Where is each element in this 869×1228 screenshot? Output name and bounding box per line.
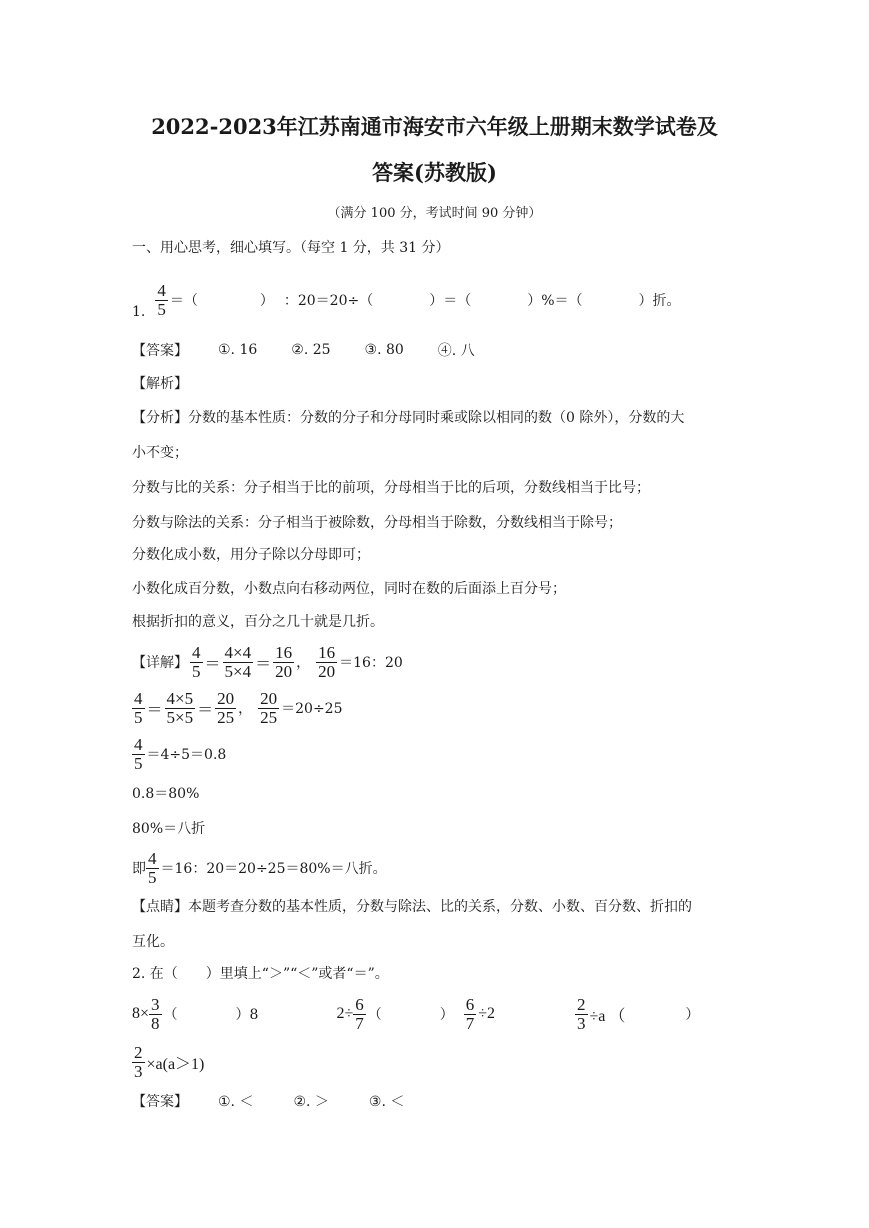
answer-item: ③. 80 (364, 342, 404, 358)
answer-item: ②. 25 (291, 342, 331, 358)
answer-item: ③. ＜ (368, 1094, 405, 1110)
q2-answer-row (132, 1091, 404, 1111)
section-heading: 一、用心思考，细心填写。（每空 1 分，共 31 分） (132, 240, 450, 256)
detail-line: 80%＝八折 (132, 821, 206, 837)
answer-item: ④. 八 (437, 343, 475, 359)
q1-fraction: $\frac{4}{5}$ (157, 280, 166, 319)
analysis-label: 【解析】 (132, 376, 188, 392)
doc-title-line1: 2022-2023年江苏南通市海安市六年级上册期末数学试卷及 (151, 114, 718, 139)
detail-label: 【详解】 (132, 655, 188, 671)
analysis-line: 小不变； (132, 445, 188, 461)
analysis-line: 小数化成百分数，小数点向右移动两位，同时在数的后面添上百分号； (132, 581, 566, 597)
q2-items: 8× $\frac{3}{8}$ （ ）8 2÷ $\frac{6}{7}$ （ ） $\frac{6}{7}$ ÷2 $\frac{2}{3}$ ÷a （ ） (132, 994, 700, 1033)
q1-part: ） (259, 293, 274, 309)
q2-stem: 2. 在（ ）里填上“＞”“＜”或者“＝”。 (132, 966, 389, 982)
analysis-line: 【分析】分数的基本性质：分数的分子和分母同时乘或除以相同的数（0 除外），分数的大 (132, 410, 685, 426)
analysis-line: 根据折扣的意义，百分之几十就是几折。 (132, 614, 384, 630)
q1-number: 1. (132, 304, 146, 320)
analysis-line: 分数化成小数，用分子除以分母即可； (132, 547, 370, 563)
detail-equation-6: 即 $\frac{4}{5}$ ＝16：20＝20÷25＝80%＝八折。 (132, 848, 387, 887)
answer-item: ①. ＜ (218, 1094, 254, 1110)
doc-title-line2: 答案(苏教版) (372, 160, 497, 185)
detail-equation-1: 【详解】 $\frac{4}{5}$ ＝ $\frac{4\times 4}{5\times 4}$ ＝ $\frac{16}{20}$ ， $\frac{16}{20}$ ＝16：20 (132, 642, 403, 681)
detail-equation-3: $\frac{4}{5}$ ＝4÷5＝0.8 (134, 734, 227, 773)
q1-part: ：20＝20÷（ (283, 293, 374, 309)
detail-equation-2: $\frac{4}{5}$ ＝ $\frac{4\times 5}{5\times 5}$ ＝ $\frac{20}{25}$ ， $\frac{20}{25}$ ＝20÷25 (134, 688, 343, 727)
answer-label: 【答案】 (132, 1094, 188, 1110)
q1-part: ）折。 (638, 293, 681, 309)
q1-part: ）%＝（ (527, 293, 583, 309)
answer-item: ②. ＞ (293, 1094, 329, 1110)
answer-label: 【答案】 (132, 343, 188, 359)
analysis-line: 分数与比的关系：分子相当于比的前项，分母相当于比的后项，分数线相当于比号； (132, 480, 650, 496)
answer-item: ①. 16 (218, 342, 258, 358)
doc-subtitle: （满分 100 分，考试时间 90 分钟） (327, 206, 542, 221)
q1-part: ）＝（ (429, 293, 472, 309)
q2-item-d: $\frac{2}{3}$ ×a(a＞1) (134, 1042, 205, 1081)
q1-part: ＝（ (169, 293, 198, 309)
q1-answer-row (132, 340, 475, 360)
analysis-line: 分数与除法的关系：分子相当于被除数，分母相当于除数，分数线相当于除号； (132, 515, 622, 531)
q1-stem (132, 272, 681, 328)
dianjing-line: 互化。 (132, 934, 174, 950)
detail-line: 0.8＝80% (132, 786, 200, 802)
dianjing-line: 【点睛】本题考查分数的基本性质，分数与除法、比的关系，分数、小数、百分数、折扣的 (132, 899, 692, 915)
